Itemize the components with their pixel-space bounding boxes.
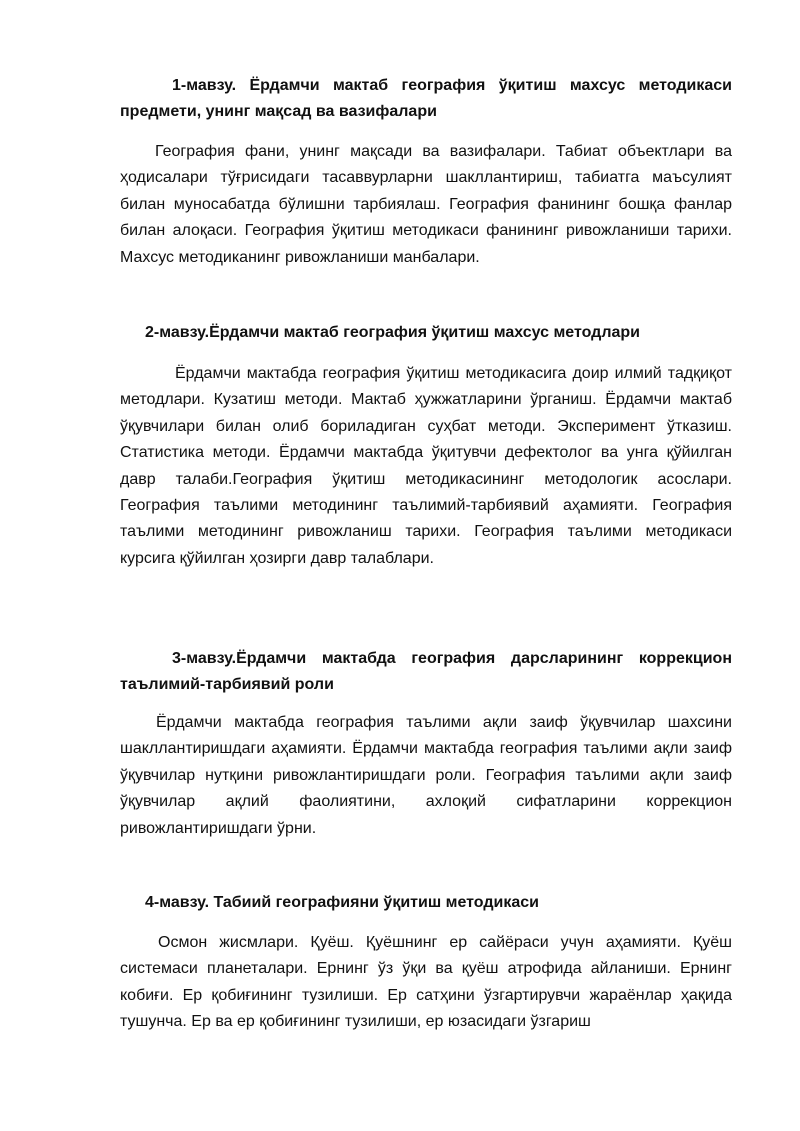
topic-1-section — [120, 73, 732, 271]
topic-3-heading: 3-мавзу.Ёрдамчи мактабда география дарсларининг коррекцион таълимий-тарбиявий роли — [120, 650, 732, 693]
topic-4-section — [120, 890, 732, 1036]
topic-4-body: Осмон жисмлари. Қуёш. Қуёшнинг ер сайёраси учун аҳамияти. Қуёш системаси планеталари. Ернинг ўз ўқи ва қуёш атрофида айланиши. Ернинг кобиғи. Ер қобиғининг тузилиши. Ер сатҳини ўзгартирувчи жараёнлар ҳақида тушунча. Ер ва ер қобиғининг тузилиши, ер юзасидаги ўзгариш — [120, 934, 732, 1031]
topic-4-heading: 4-мавзу. Табиий географияни ўқитиш методикаси — [145, 894, 539, 911]
topic-2-section — [120, 320, 732, 572]
topic-2-body: Ёрдамчи мактабда география ўқитиш методикасига доир илмий тадқиқот методлари. Кузатиш методи. Мактаб ҳужжатларини ўрганиш. Ёрдамчи мактаб ўқувчилари билан олиб бориладиган суҳбат методи. Эксперимент ўтказиш. Статистика методи. Ёрдамчи мактабда ўқитувчи дефектолог ва унга қўйилган давр талаби.География ўқитиш методикасининг методологик асослари. География таълими методининг таълимий-тарбиявий аҳамияти. География таълими методининг ривожланиш тарихи. География таълими методикаси курсига қўйилган ҳозирги давр талаблари. — [120, 365, 732, 567]
topic-3-body: Ёрдамчи мактабда география таълими ақли заиф ўқувчилар шахсини шакллантиришдаги аҳамияти. Ёрдамчи мактабда география таълими ақли заиф ўқувчилар нутқини ривожлантиришдаги роли. География таълими ақли заиф ўқувчилар ақлий фаолиятини, ахлоқий сифатларини коррекцион ривожлантиришдаги ўрни. — [120, 714, 732, 837]
topic-1-body: География фани, унинг мақсади ва вазифалари. Табиат объектлари ва ҳодисалари тўғрисидаги тасаввурларни шакллантириш, табиатга маъсулият билан муносабатда бўлишни тарбиялаш. География фанининг бошқа фанлар билан алоқаси. География ўқитиш методикаси фанининг ривожланиши тарихи. Махсус методиканинг ривожланиши манбалари. — [120, 143, 732, 266]
topic-3-section — [120, 646, 732, 842]
topic-2-heading: 2-мавзу.Ёрдамчи мактаб география ўқитиш махсус методлари — [145, 324, 640, 341]
topic-1-heading: 1-мавзу. Ёрдамчи мактаб география ўқитиш махсус методикаси предмети, унинг мақсад ва вазифалари — [120, 77, 732, 120]
